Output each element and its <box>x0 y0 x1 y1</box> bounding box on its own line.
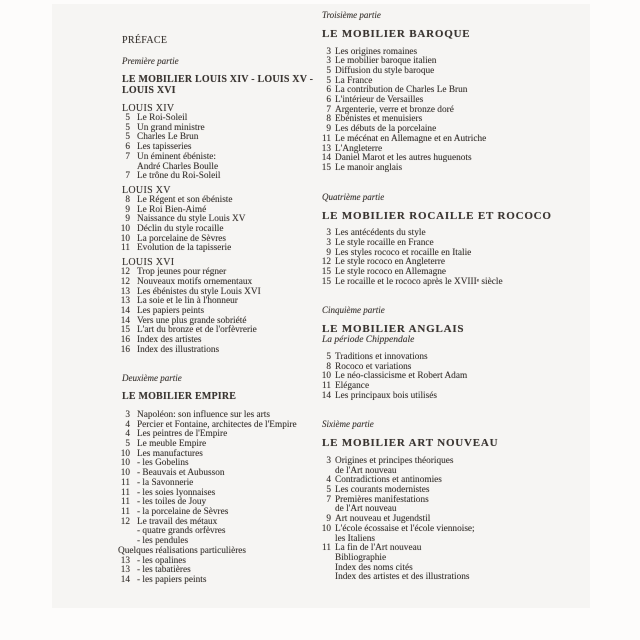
entry-page-number: 12 <box>120 516 130 527</box>
entry-label: Les débuts de la porcelaine <box>335 124 437 135</box>
entry-page-number: 14 <box>120 305 130 316</box>
entry-page-number: 11 <box>322 380 331 391</box>
entry-page-number: 3 <box>326 46 331 57</box>
entry-label: Les manufactures <box>137 448 203 459</box>
entry-page-number: 6 <box>125 142 130 153</box>
entry-continuation: - les pendules <box>137 536 189 547</box>
chapter-title <box>322 29 572 40</box>
entry-page-number: 7 <box>326 494 331 505</box>
part-label: Première partie <box>122 56 179 66</box>
entry-page-number: 12 <box>321 257 331 268</box>
entry-continuation: de l'Art nouveau <box>335 504 397 515</box>
entry-label: Le Régent et son ébéniste <box>137 194 233 205</box>
entry-page-number: 14 <box>321 390 331 401</box>
entry-label: - les soies lyonnaises <box>137 487 216 498</box>
entry-label: Les ébénistes du style Louis XVI <box>137 286 261 297</box>
entry-page-number: 11 <box>121 507 130 517</box>
entry-label: L'art du bronze et de l'orfèvrerie <box>137 325 257 336</box>
entry-page-number: 5 <box>125 113 130 123</box>
entry-page-number: 13 <box>120 555 130 566</box>
entry-continuation: les Italiens <box>335 533 376 544</box>
entry-page-number: 8 <box>125 194 130 205</box>
entry-page-number: 5 <box>326 75 331 86</box>
part-label: Deuxième partie <box>122 373 182 384</box>
entry-label: Argenterie, verre et bronze doré <box>335 104 454 115</box>
entry-label: Le néo-classicisme et Robert Adam <box>335 371 468 382</box>
entry-continuation: - quatre grands orfèvres <box>137 526 226 537</box>
chapter-title <box>322 211 572 222</box>
entry-continuation: de l'Art nouveau <box>335 465 397 476</box>
entry-label: Le style rococo en Allemagne <box>335 266 447 277</box>
chapter-title-line: LE MOBILIER LOUIS XIV - LOUIS XV - <box>122 74 314 85</box>
chapter-title-line: LE MOBILIER EMPIRE <box>122 391 237 403</box>
chapter-title <box>122 392 329 403</box>
entry-page-number: 3 <box>326 228 331 239</box>
entry-page-number: 7 <box>125 171 130 182</box>
entry-label: Le mobilier baroque italien <box>335 56 437 67</box>
entry-page-number: 3 <box>125 409 130 420</box>
entry-page-number: 10 <box>120 224 130 235</box>
entry-label: Index des artistes <box>137 335 202 346</box>
entry-label: Les principaux bois utilisés <box>335 390 437 401</box>
entry-page-number: 11 <box>322 543 331 554</box>
toc-entry <box>113 244 329 254</box>
section-heading: LOUIS XIV <box>122 103 175 114</box>
entry-page-number: 13 <box>321 143 331 154</box>
entry-page-number: 15 <box>120 325 130 336</box>
toc-column-left <box>113 36 329 586</box>
toc-entry <box>320 392 572 402</box>
toc-entry <box>113 346 329 356</box>
entry-page-number: 10 <box>120 468 130 479</box>
entry-page-number: 15 <box>321 266 331 277</box>
entry-label: Les antécédents du style <box>335 228 426 239</box>
entry-label: Traditions et innovations <box>335 351 428 362</box>
entry-label: Le style rococo en Angleterre <box>335 257 445 268</box>
entry-label: La France <box>335 75 373 86</box>
entry-label: Charles Le Brun <box>137 132 199 143</box>
entry-page-number: 5 <box>125 439 130 450</box>
entry-page-number: 9 <box>326 247 331 258</box>
chapter-title-line: LOUIS XVI <box>122 84 176 96</box>
entry-continuation: André Charles Boulle <box>137 161 219 172</box>
entry-label: Diffusion du style baroque <box>335 65 435 76</box>
entry-label: - les Gobelins <box>137 458 189 469</box>
part-label: Cinquième partie <box>322 305 385 316</box>
entry-label: Le travail des métaux <box>137 516 218 527</box>
entry-page-number: 15 <box>321 162 331 173</box>
entry-page-number: 6 <box>326 95 331 106</box>
entry-page-number: 4 <box>125 429 130 440</box>
entry-label: Index des illustrations <box>137 344 220 355</box>
entry-label: Naissance du style Louis XV <box>137 214 246 225</box>
entry-page-number: 11 <box>121 487 130 498</box>
entry-label: Napoléon: son influence sur les arts <box>137 409 270 420</box>
toc-entry <box>320 278 572 288</box>
entry-page-number: 11 <box>121 243 130 254</box>
entry-page-number: 4 <box>125 419 130 430</box>
entry-label: Le Roi Bien-Aimé <box>137 204 207 215</box>
chapter-title <box>122 75 329 96</box>
entry-label: - les papiers peints <box>137 574 207 585</box>
entry-label: La porcelaine de Sèvres <box>137 233 227 244</box>
entry-label: Contradictions et antinomies <box>335 475 442 486</box>
entry-label: Les peintres de l'Empire <box>137 429 228 440</box>
entry-label: Vers une plus grande sobriété <box>137 315 247 326</box>
entry-page-number: 8 <box>326 361 331 372</box>
part-label: Quatrième partie <box>322 191 385 202</box>
entry-label: L'Angleterre <box>335 143 383 154</box>
entry-label: Elégance <box>335 380 370 391</box>
entry-page-number: 10 <box>120 458 130 469</box>
entry-page-number: 4 <box>326 475 331 486</box>
entry-label: Le manoir anglais <box>335 162 403 173</box>
entry-label: - les toiles de Jouy <box>137 497 207 508</box>
entry-page-number: 16 <box>120 344 130 355</box>
entry-continuation: Bibliographie <box>335 552 387 563</box>
entry-page-number: 3 <box>326 237 331 248</box>
entry-label: La contribution de Charles Le Brun <box>335 85 468 96</box>
entry-label: Les papiers peints <box>137 305 205 316</box>
part-label: Sixième partie <box>322 419 374 430</box>
entry-page-number: 3 <box>326 455 331 466</box>
entry-label: - la Savonnerie <box>137 477 194 488</box>
entry-label: Art nouveau et Jugendstil <box>335 514 431 525</box>
entry-label: Un éminent ébéniste: <box>137 151 217 162</box>
entry-page-number: 9 <box>326 514 331 525</box>
entry-label: Le style rocaille en France <box>335 237 434 248</box>
entry-page-number: 5 <box>326 484 331 495</box>
entry-label: - Beauvais et Aubusson <box>137 468 225 479</box>
part-label: Troisième partie <box>322 10 381 20</box>
entry-label: Premières manifestations <box>335 494 429 505</box>
entry-continuation: Index des artistes et des illustrations <box>335 572 470 583</box>
entry-page-number: 14 <box>120 315 130 326</box>
entry-label: Percier et Fontaine, architectes de l'Empire <box>137 419 297 430</box>
entry-label: Les courants modernistes <box>335 484 430 495</box>
entry-continuation: Index des noms cités <box>335 562 413 573</box>
entry-label: Le mécénat en Allemagne et en Autriche <box>335 133 487 144</box>
entry-page-number: 13 <box>120 286 130 297</box>
entry-page-number: 8 <box>326 114 331 125</box>
entry-label: - les tabatières <box>137 565 191 576</box>
toc-entry <box>113 172 329 182</box>
entry-page-number: 5 <box>125 132 130 143</box>
entry-label: Le Roi-Soleil <box>137 113 188 123</box>
entry-label: La soie et le lin à l'honneur <box>137 296 238 307</box>
chapter-title <box>322 438 572 449</box>
entry-label: Origines et principes théoriques <box>335 455 454 466</box>
toc-entry <box>113 576 329 586</box>
entry-page-number: 10 <box>120 448 130 459</box>
entry-page-number: 10 <box>120 233 130 244</box>
entry-page-number: 6 <box>326 85 331 96</box>
entry-label: Le meuble Empire <box>137 439 207 450</box>
entry-page-number: 11 <box>121 497 130 508</box>
entry-page-number: 7 <box>125 151 130 162</box>
entry-page-number: 11 <box>322 133 331 144</box>
chapter-title-line: LE MOBILIER ART NOUVEAU <box>322 437 499 450</box>
entry-page-number: 10 <box>321 523 331 534</box>
entry-page-number: 14 <box>120 574 130 585</box>
entry-label: Les origines romaines <box>335 46 418 57</box>
entry-page-number: 13 <box>120 296 130 307</box>
entry-label: Un grand ministre <box>137 122 205 133</box>
chapter-title-line: LE MOBILIER ANGLAIS <box>322 323 465 336</box>
entry-page-number: 7 <box>326 104 331 115</box>
section-heading: LOUIS XV <box>122 184 171 196</box>
chapter-title <box>322 324 572 335</box>
chapter-title-line: LE MOBILIER BAROQUE <box>322 28 471 40</box>
entry-label: Le trône du Roi-Soleil <box>137 171 221 182</box>
toc-entry <box>320 164 572 174</box>
entry-label: Daniel Marot et les autres huguenots <box>335 153 472 164</box>
entry-page-number: 15 <box>321 276 331 287</box>
entry-label: Les styles rococo et rocaille en Italie <box>335 247 472 258</box>
toc-subheading: Quelques réalisations particulières <box>118 545 247 556</box>
entry-label: La fin de l'Art nouveau <box>335 543 422 554</box>
entry-page-number: 13 <box>120 565 130 576</box>
entry-label: Les tapisseries <box>137 142 192 153</box>
entry-page-number: 12 <box>120 267 130 278</box>
entry-page-number: 5 <box>125 122 130 133</box>
entry-label: Le rocaille et le rococo après le XVIIIᵉ siècle <box>335 276 503 287</box>
entry-label: - les opalines <box>137 555 187 566</box>
entry-label: Rococo et variations <box>335 361 412 372</box>
entry-page-number: 12 <box>120 276 130 287</box>
entry-page-number: 16 <box>120 335 130 346</box>
entry-label: - la porcelaine de Sèvres <box>137 507 229 517</box>
entry-page-number: 9 <box>326 124 331 135</box>
toc-column-right <box>320 10 572 583</box>
entry-page-number: 11 <box>121 477 130 488</box>
entry-page-number: 9 <box>125 214 130 225</box>
entry-label: Nouveaux motifs ornementaux <box>137 276 253 287</box>
entry-page-number: 5 <box>326 65 331 76</box>
entry-page-number: 5 <box>326 351 331 362</box>
entry-label: Evolution de la tapisserie <box>137 243 232 254</box>
entry-page-number: 3 <box>326 56 331 67</box>
chapter-subtitle: La période Chippendale <box>322 334 415 345</box>
entry-label: L'intérieur de Versailles <box>335 95 424 106</box>
entry-label: Ebénistes et menuisiers <box>335 114 423 125</box>
entry-page-number: 9 <box>125 204 130 215</box>
entry-label: Trop jeunes pour régner <box>137 267 227 278</box>
entry-label: L'école écossaise et l'école viennoise; <box>335 523 475 534</box>
section-heading: PRÉFACE <box>122 35 168 46</box>
entry-page-number: 10 <box>321 371 331 382</box>
entry-page-number: 14 <box>321 153 331 164</box>
section-heading: LOUIS XVI <box>122 257 175 269</box>
entry-label: Déclin du style rocaille <box>137 224 224 235</box>
chapter-title-line: LE MOBILIER ROCAILLE ET ROCOCO <box>322 209 552 222</box>
